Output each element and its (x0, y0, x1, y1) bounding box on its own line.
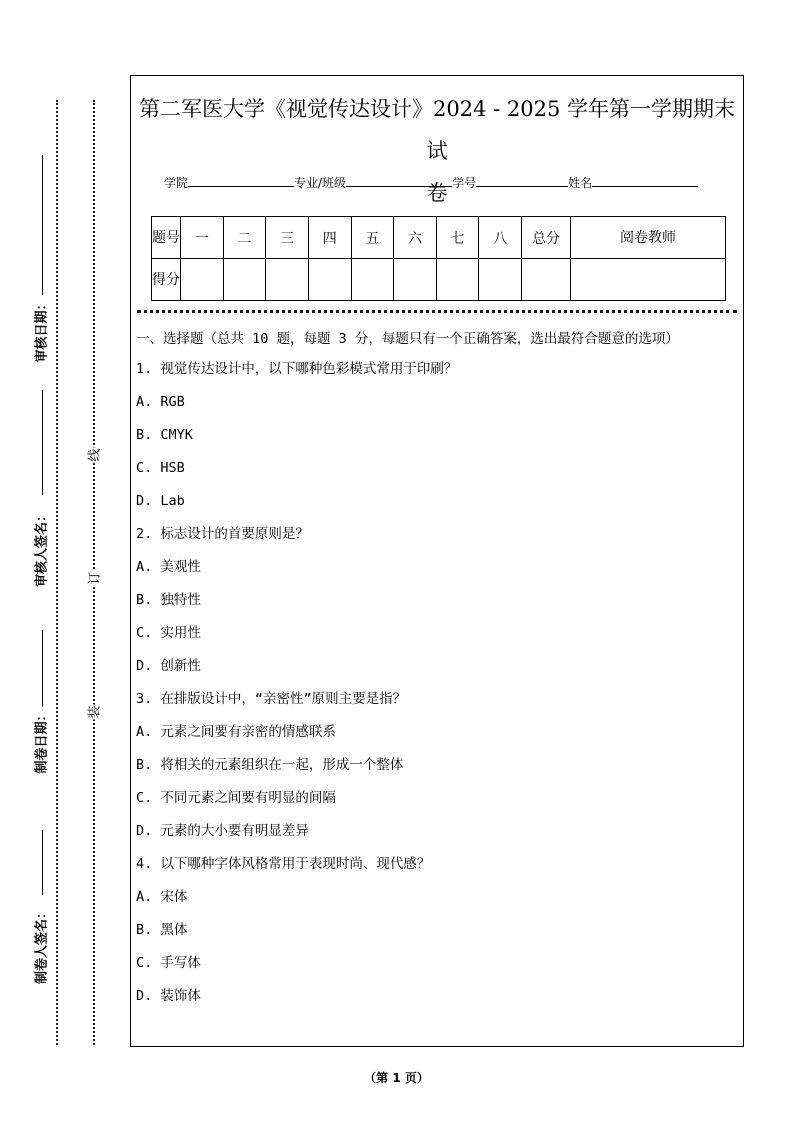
question-number-header: 题号 (152, 217, 181, 259)
score-table (151, 216, 726, 301)
score-cell[interactable] (394, 259, 437, 301)
exam-title-line1: 第二军医大学《视觉传达设计》2024 - 2025 学年第一学期期末试 (138, 97, 735, 163)
reviewer-signature-label: 审核人签名： (31, 507, 50, 589)
score-table-header-row (152, 217, 726, 259)
question-2-option-d: D. 创新性 (136, 658, 201, 674)
question-1-stem: 1. 视觉传达设计中，以下哪种色彩模式常用于印刷？ (136, 361, 458, 377)
score-col-1: 一 (181, 217, 224, 259)
binding-dotted-line-outer (56, 100, 58, 1045)
score-col-3: 三 (266, 217, 309, 259)
question-1-option-a: A. RGB (136, 394, 185, 410)
exam-paper (130, 75, 744, 1047)
score-col-4: 四 (308, 217, 351, 259)
review-date-line (42, 155, 43, 295)
exam-content (136, 329, 737, 1019)
question-1-option-b: B. CMYK (136, 427, 193, 443)
score-col-5: 五 (351, 217, 394, 259)
creator-signature-line (42, 830, 43, 895)
field-name-blank[interactable] (592, 176, 698, 187)
score-cell[interactable] (351, 259, 394, 301)
section-1-heading: 一、选择题（总共 10 题，每题 3 分，每题只有一个正确答案，选出最符合题意的选项） (136, 331, 679, 347)
score-row-header: 得分 (152, 259, 181, 301)
score-cell[interactable] (181, 259, 224, 301)
question-2-option-a: A. 美观性 (136, 559, 201, 575)
question-4-option-b: B. 黑体 (136, 922, 188, 938)
question-3-option-c: C. 不同元素之间要有明显的间隔 (136, 790, 336, 806)
question-3-option-b: B. 将相关的元素组织在一起，形成一个整体 (136, 757, 404, 773)
score-col-6: 六 (394, 217, 437, 259)
score-cell-grader[interactable] (571, 259, 726, 301)
score-col-8: 八 (479, 217, 522, 259)
creator-signature-label: 制卷人签名： (31, 904, 50, 986)
create-date-line (42, 630, 43, 715)
question-3-option-d: D. 元素的大小要有明显差异 (136, 823, 309, 839)
question-4-stem: 4. 以下哪种字体风格常用于表现时尚、现代感？ (136, 856, 431, 872)
question-4-option-d: D. 装饰体 (136, 988, 201, 1004)
question-4-option-c: C. 手写体 (136, 955, 201, 971)
binding-char-staple: 订 (82, 570, 105, 585)
score-cell[interactable] (436, 259, 479, 301)
question-4-option-a: A. 宋体 (136, 889, 188, 905)
score-cell-total[interactable] (522, 259, 571, 301)
score-table-score-row (152, 259, 726, 301)
score-cell[interactable] (223, 259, 266, 301)
field-college-blank[interactable] (188, 176, 294, 187)
question-1-option-c: C. HSB (136, 460, 185, 476)
score-col-2: 二 (223, 217, 266, 259)
score-col-total: 总分 (522, 217, 571, 259)
score-col-7: 七 (436, 217, 479, 259)
binding-char-bind: 装 (82, 704, 105, 719)
reviewer-signature-line (42, 390, 43, 495)
field-major-label: 专业/班级 (294, 176, 347, 190)
score-cell[interactable] (479, 259, 522, 301)
field-id-label: 学号 (452, 176, 477, 190)
exam-title-line2: 卷 (426, 181, 448, 205)
field-id-blank[interactable] (476, 176, 568, 187)
exam-title (131, 88, 743, 214)
page-number: （第 1 页） (364, 1071, 429, 1085)
binding-char-line: 线 (82, 447, 105, 462)
score-col-grader: 阅卷教师 (571, 217, 726, 259)
question-3-option-a: A. 元素之间要有亲密的情感联系 (136, 724, 336, 740)
field-name-label: 姓名 (568, 176, 593, 190)
question-2-option-c: C. 实用性 (136, 625, 201, 641)
dotted-separator (137, 310, 737, 313)
create-date-label: 制卷日期： (31, 706, 50, 775)
score-cell[interactable] (308, 259, 351, 301)
field-college-label: 学院 (164, 176, 189, 190)
question-3-stem: 3. 在排版设计中，“亲密性”原则主要是指？ (136, 691, 407, 707)
question-2-stem: 2. 标志设计的首要原则是？ (136, 526, 309, 542)
question-1-option-d: D. Lab (136, 493, 185, 509)
field-major-blank[interactable] (346, 176, 452, 187)
question-2-option-b: B. 独特性 (136, 592, 201, 608)
student-info-row (164, 174, 698, 191)
review-date-label: 审核日期： (31, 295, 50, 364)
score-cell[interactable] (266, 259, 309, 301)
